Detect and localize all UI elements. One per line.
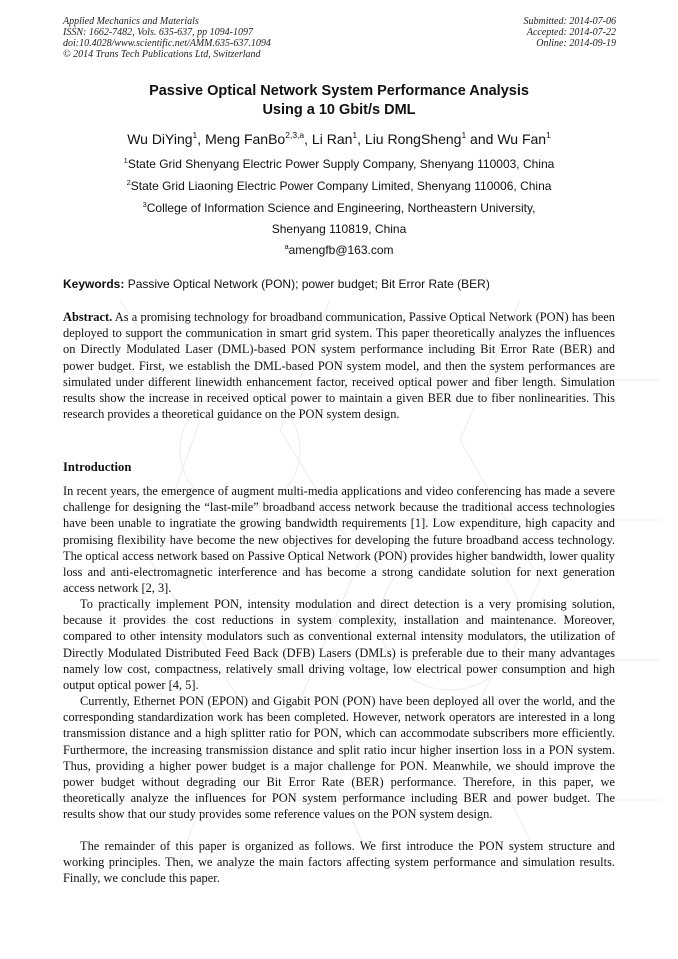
author-separator: , (357, 131, 365, 147)
submitted-date: Submitted: 2014-07-06 (523, 16, 616, 27)
intro-paragraph-3: Currently, Ethernet PON (EPON) and Gigabit PON (PON) have been deployed all over the world, and the corresponding standardization work has been completed. However, network operators are interested in a long transmission distance and a high splitter ratio for PON, which can accommodate subscribers more efficiently. Furthermore, the increasing transmission distance and split ratio incur higher insertion loss in a PON system. Thus, providing a higher power budget is a major challenge for PON. Meanwhile, we should improve the power budget without degrading our Bit Error Rate (BER) performance. Therefore, in this paper, we theoretically analyze the influences for PON system performance including BER and power budget. The results show that our study provides some reference values on the PON system design. (63, 694, 615, 822)
journal-info (63, 16, 271, 60)
author-affiliation-sup: 1 (192, 130, 198, 140)
author-name: Wu Fan (497, 131, 547, 147)
author-separator: , (304, 131, 312, 147)
introduction-heading: Introduction (63, 460, 132, 474)
affiliation-3-city: Shenyang 110819, China (271, 222, 407, 236)
affiliation-3 (20, 201, 658, 215)
email-link[interactable]: amengfb@163.com (288, 243, 394, 257)
doi[interactable]: doi:10.4028/www.scientific.net/AMM.635-637.1094 (63, 38, 271, 49)
keywords (63, 277, 618, 292)
abstract-text: As a promising technology for broadband communication, Passive Optical Network (PON) has been deployed to support the communication in smart grid system. This paper theoretically analyzes the influences on Directly Modulated Laser (DML)-based PON system performance including Bit Error Rate (BER) and power budget. First, we establish the DML-based PON system model, and then the system performances are simulated under different linewidth enhancement factor, received optical power and fiber length. Simulation results show the increase in received optical power to maintain a given BER due to fiber nonlinearities. This research provides a theoretical guidance on the PON system design. (63, 310, 615, 422)
author-affiliation-sup: 1 (461, 130, 467, 140)
author-affiliation-sup: 1 (352, 130, 358, 140)
author-affiliation-sup: 2,3,a (285, 130, 305, 140)
affiliation-1 (20, 157, 658, 171)
author-name: Wu DiYing (127, 131, 193, 147)
affiliation-2 (20, 179, 658, 193)
publication-dates (524, 16, 617, 49)
abstract-label: Abstract. (63, 310, 113, 324)
email-sup: a (284, 242, 289, 251)
author-separator: , (197, 131, 206, 147)
intro-paragraph-2: To practically implement PON, intensity modulation and direct detection is a very promising solution, because it provides the cost reductions in system complexity, installation and maintenance. Moreover, compared to other intensity modulators such as conventional external intensity modulators, the utilization of Directly Modulated Distributed Feed Back (DFB) Lasers (DMLs) is preferable due to their many advantages namely low cost, compactness, relatively small driving voltage, low electrical power consumption and high output optical power [4, 5]. (63, 597, 615, 693)
affiliation-sup: 3 (142, 200, 147, 209)
online-date: Online: 2014-09-19 (536, 38, 616, 49)
author-list (20, 130, 658, 148)
intro-paragraph-4: The remainder of this paper is organized as follows. We first introduce the PON system structure and working principles. Then, we analyze the main factors affecting system performance and simulation results. Finally, we conclude this paper. (63, 839, 615, 886)
affiliation-sup: 2 (126, 178, 131, 187)
title-line-1: Passive Optical Network System Performance Analysis (149, 83, 529, 99)
keywords-text: Passive Optical Network (PON); power budget; Bit Error Rate (BER) (127, 277, 490, 291)
author-separator: and (466, 131, 498, 147)
affiliation-text: State Grid Shenyang Electric Power Supply Company, Shenyang 110003, China (127, 157, 555, 171)
abstract (63, 309, 615, 422)
accepted-date: Accepted: 2014-07-22 (526, 27, 616, 38)
issn: ISSN: 1662-7482, Vols. 635-637, pp 1094-1097 (63, 27, 253, 38)
copyright: © 2014 Trans Tech Publications Ltd, Switzerland (63, 49, 261, 60)
title-line-2: Using a 10 Gbit/s DML (262, 102, 416, 118)
intro-paragraph-1: In recent years, the emergence of augment multi-media applications and video conferencing has made a severe challenge for designing the “last-mile” broadband access network because the traditional access technologies have been unable to ingratiate the growing bandwidth requirements [1]. Low expenditure, high capacity and promising flexibility have become the new objectives for developing the future broadband access technology. The optical access network based on Passive Optical Network (PON) provides higher bandwidth, lower quality loss and anti-electromagnetic interference and has become a strong candidate solution for next generation access network [2, 3]. (63, 484, 615, 596)
author-affiliation-sup: 1 (546, 130, 551, 140)
author-name: Li Ran (311, 131, 353, 147)
affiliation-text: State Grid Liaoning Electric Power Company Limited, Shenyang 110006, China (130, 179, 552, 193)
author-name: Meng FanBo (205, 131, 286, 147)
keywords-label: Keywords: (63, 277, 125, 291)
affiliation-text: College of Information Science and Engineering, Northeastern University, (146, 201, 536, 215)
affiliation-sup: 1 (123, 156, 128, 165)
paper-title (40, 82, 638, 120)
author-name: Liu RongSheng (364, 131, 462, 147)
corresponding-email (20, 243, 658, 257)
journal-name: Applied Mechanics and Materials (63, 16, 199, 27)
